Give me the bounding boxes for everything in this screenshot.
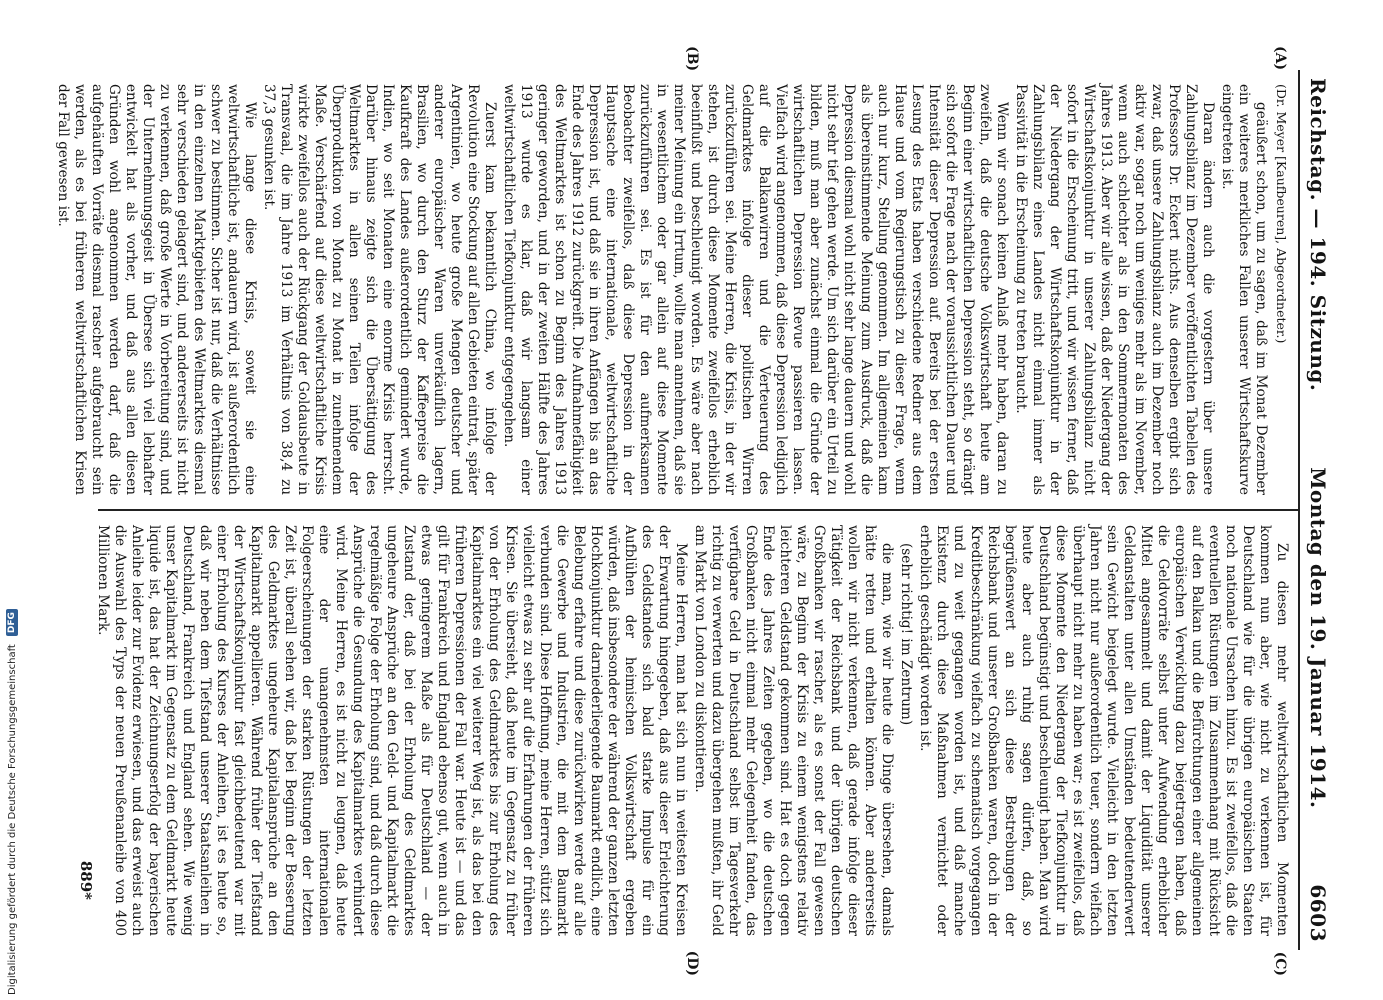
right-column-paragraph: Zu diesen mehr weltwirtschaftlichen Momenten kommen nun aber, wie nicht zu verkennen ist, für Deutschland wie für die übrigen europäischen Staaten noch nationale Ursachen hinzu. Es ist zweifellos, daß die eventuellen Rüstungen im Zusammenhang mit Rücksicht auf den Balkan und die Befürchtungen einer allgemeinen europäischen Verwicklung dazu beigetragen haben, daß die Geldvorräte selbst unter Aufwendung erheblicher Mittel angesammelt und damit der Liquidität unserer Geldanstalten unter allen Umständen bedeutenderwert sein Gewicht beigelegt wurde. Vielleicht in den letzten Jahren nicht nur außerordentlich teuer, sondern vielfach überhaupt nicht mehr zu haben war; es ist zweifellos, daß diese Momente den Niedergang der Tiefkonjunktur in Deutschland begünstigt und beschleunigt haben. Man wird heute aber auch ruhig sagen dürfen, daß, so begrüßenswert an sich diese Bestrebungen der Reichsbank und unserer Großbanken waren, doch in der Kreditbeschränkung vielfach zu schematisch vorgegangen und zu weit gegangen worden ist, und daß manche Existenz durch diese Maßnahmen vernichtet oder erheblich geschädigt worden ist. [917,525,1290,936]
right-column-paragraph: (sehr richtig! im Zentrum) [898,543,914,726]
footer-page-number: 889* [77,860,95,900]
marker-b: (B) [684,46,700,72]
left-column-paragraph: Wie lange diese Krisis, soweit sie eine weltwirtschaftliche ist, andauern wird, ist außerordentlich schwer zu bestimmen. Sicher ist nur, daß die Verhältnisse in den einzelnen Marktgebieten des Weltmarktes diesmal sehr verschieden gelagert sind, und andererseits ist nicht zu verkennen, daß große Werte in Vorbereitung sind, und der Unternehmungsgeist in Übersee sich viel lebhafter entwickelt hat als vorher, und daß aus allen diesen Gründen wohl angenommen werden darf, daß die aufgehäuften Vorräte diesmal rascher aufgebraucht sein werden, als es bei früheren weltwirtschaftlichen Krisen der Fall gewesen ist. [55,84,258,495]
right-column-paragraph: Meine Herren, man hat sich nun in weitesten Kreisen der Erwartung hingegeben, daß aus dieser Erleichterung des Geldstandes sich bald starke Impulse für ein Aufblühen der heimischen Volkswirtschaft ergeben würden, daß insbesondere der während der ganzen letzten Hochkonjunktur darniederliegende Baumarkt endlich, eine Belebung erfahre und diese zurückwirken werde auf alle die Gewerbe und Industrien, die mit dem Baumarkt verbunden sind. Diese Hoffnung, meine Herren, stützt sich vielleicht etwas zu sehr auf die Erfahrungen der früheren Krisen. Sie übersieht, daß heute im Gegensatz zu früher von der Erholung des Geldmarktes bis zur Erholung des Kapitalmarktes ein viel weiterer Weg ist, als das bei den früheren Depressionen der Fall war. Heute ist — und das gilt für Frankreich und England ebenso gut, wenn auch in etwas geringerem Maße als für Deutschland — der Zustand der, daß bei der Erholung des Geldmarktes ungeheure Ansprüche an den Geld- und Kapitalmarkt die regelmäßige Folge der Erholung sind, und daß durch diese Ansprüche die Gesundung des Kapitalmarktes verhindert wird. Meine Herren, es ist nicht zu leugnen, daß heute eine der unangenehmsten internationalen Folgeerscheinungen der starken Rüstungen der letzten Zeit ist, überall sehen wir, daß bei Beginn der Besserung des Geldmarktes ungeheure Kapitalansprüche an den Kapitalmarkt appellieren. Während früher der Tiefstand der Wirtschaftskonjunktur fast gleichbedeutend war mit einer Erholung des Kurses der Anleihen, ist es heute so, daß wir neben dem Tiefstand unserer Staatsanleihen in Deutschland, Frankreich und England sehen. Wie wenig unser Kapitalmarkt im Gegensatz zu dem Geldmarkt heute liquide ist, das hat der Zeichnungserfolg der bayerischen Anleihe leider zur Evidenz erwiesen, und das erweist auch die Auswahl des Typs der neuen Preußenanleihe von 400 Millionen Mark. [95,525,689,936]
marker-c: (C) [1272,951,1288,976]
page-header [1298,70,1330,950]
right-column-paragraph: die man, wie wir heute die Dinge übersehen, damals hätte retten und erhalten können. Aber andererseits wollen wir nicht verkennen, daß gerade infolge dieser Tätigkeit der Reichsbank und der übrigen deutschen Großbanken wir rascher, als es sonst der Fall gewesen wäre, zu Beginn der Krisis zu einem wenigstens relativ leichteren Geldstand gekommen sind. Hat es doch gegen Ende des Jahres Zeiten gegeben, wo die deutschen Großbanken nicht einmal mehr Gelegenheit fanden, das verfügbare Geld in Deutschland selbst im Tagesverkehr richtig zu verwerten und dazu übergehen mußten, ihr Geld am Markt von London zu diskontieren. [692,525,895,936]
left-column-paragraph: Daran ändern auch die vorgestern über unsere Zahlungsbilanz im Dezember veröffentlichten Tabellen des Professors Dr. Eckert nichts. Aus denselben ergibt sich zwar, daß unsere Zahlungsbilanz auch im Dezember noch aktiv war, sogar noch um weniges mehr als im November, wenn auch schlechter als in den Sommermonaten des Jahres 1913. Aber wir alle wissen, daß der Niedergang der Wirtschaftskonjunktur in unserer Zahlungsbilanz nicht sofort in die Erscheinung tritt, und wir wissen ferner, daß der Niedergang der Wirtschaftskonjunktur in der Zahlungsbilanz eines Landes nicht einmal immer als Passivität in die Erscheinung zu treten braucht. [1013,84,1216,495]
left-column [55,70,1298,509]
header-page-number: 6603 [1306,884,1330,942]
left-column-paragraphs [54,84,1269,495]
left-column-paragraph: Wenn wir sonach keinen Anlaß mehr haben, daran zu zweifeln, daß die deutsche Volkswirtschaft heute am Beginn einer wirtschaftlichen Depression steht, so drängt sich sofort die Frage nach der voraussichtlichen Dauer und Intensität dieser Depression auf. Bereits bei der ersten Lesung des Etats haben verschiedene Redner aus dem Hause und vom Regierungstisch zu dieser Frage, wenn auch nur kurz, Stellung genommen. Im allgemeinen kam als übereinstimmende Meinung zum Ausdruck, daß die Depression diesmal wohl nicht sehr lange dauern und wohl nicht sehr tief gehen werde. Um sich darüber ein Urteil zu bilden, muß man aber zunächst einmal die Gründe der wirtschaftlichen Depression Revue passieren lassen. Vielfach wird angenommen, daß diese Depression lediglich auf die Balkanwirren und die Verteuerung des Geldmarktes infolge dieser politischen Wirren zurückzuführen sei. Meine Herren, die Krisis, in der wir stehen, ist durch diese Momente zweifellos erheblich beeinflußt und beschleunigt worden. Es wäre aber nach meiner Meinung ein Irrtum, wollte man annehmen, daß sie in wesentlichem oder gar allein auf diese Momente zurückzuführen sei. Es ist für den aufmerksamen Beobachter zweifellos, daß diese Depression in der Hauptsache eine internationale, weltwirtschaftliche Depression ist, und daß sie in ihren Anfängen bis an das Ende des Jahres 1912 zurückgreift. Die Aufnahmefähigkeit des Weltmarktes ist schon zu Beginn des Jahres 1913 geringer geworden, und in der zweiten Hälfte des Jahres 1913 wurde es klar, daß wir langsam einer weltwirtschaftlichen Tiefkonjunktur entgegengehen. [501,84,1010,495]
credit-text: Digitalisierung gefördert durch die Deutsche Forschungsgemeinschaft [6,644,18,995]
marker-d: (D) [684,950,700,976]
right-column [95,511,1298,950]
right-column-paragraphs [94,525,1290,936]
digitization-credit [6,609,18,995]
marker-a: (A) [1272,46,1288,71]
header-date: Montag den 19. Januar 1914. [1306,467,1330,809]
speaker-note: (Dr. Meyer [Kaufbeuren], Abgeordneter.) [1274,84,1289,344]
document-page [40,40,1340,980]
left-column-paragraph: Zuerst kam bekanntlich China, wo infolge der Revolution eine Stockung auf allen Gebieten eintrat, später Argentinien, wo heute große Mengen deutscher und anderer europäischer Waren unverkäuflich lagern, Brasilien, wo durch den Sturz der Kaffeepreise die Kaufkraft des Landes außerordentlich gemindert wurde, Indien, wo seit Monaten eine enorme Krisis herrscht. Darüber hinaus zeigte sich die Übersättigung des Weltmarktes in allen seinen Teilen infolge der Überproduktion von Monat zu Monat in zunehmendem Maße. Verschärfend auf diese weltwirtschaftliche Krisis wirkte zweifellos auch der Rückgang der Goldausbeute in Transvaal, die im Jahre 1913 im Verhältnis von 38,4 zu 37,3 gesunken ist. [261,84,498,495]
left-column-paragraph: geäußert schon, um zu sagen, daß im Monat Dezember ein weiteres merkliches Fallen unserer Wirtschaftskurve eingetreten ist. [1219,84,1269,495]
dfg-logo-icon: DFG [6,609,18,636]
header-left-title: Reichstag. — 194. Sitzung. [1306,78,1330,392]
